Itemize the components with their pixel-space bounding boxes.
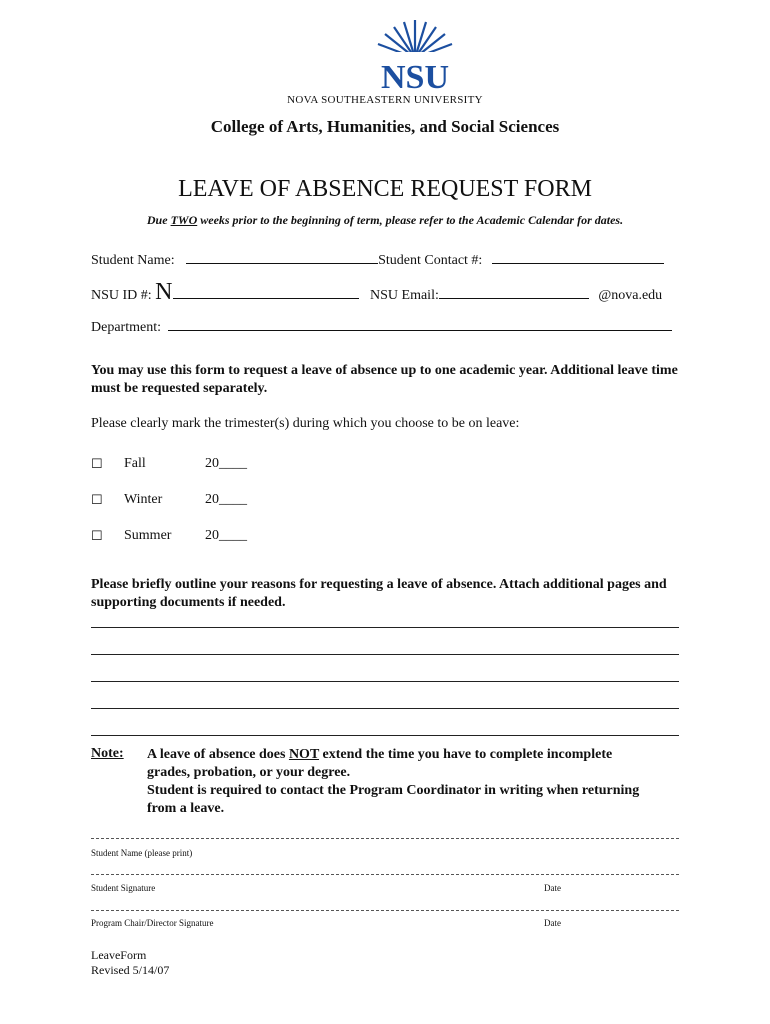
reason-line-4[interactable] bbox=[91, 708, 679, 709]
student-signature-label: Student Signature bbox=[91, 883, 156, 893]
chair-signature-label: Program Chair/Director Signature bbox=[91, 918, 214, 928]
trimester-label: Summer bbox=[124, 528, 172, 543]
university-name: NOVA SOUTHEASTERN UNIVERSITY bbox=[287, 94, 483, 106]
nsu-logo bbox=[360, 18, 470, 92]
footer bbox=[91, 948, 169, 978]
trimester-year: 20____ bbox=[205, 492, 247, 507]
trimester-winter bbox=[91, 492, 247, 509]
trimester-label: Fall bbox=[124, 456, 146, 471]
nsu-email-label: NSU Email: bbox=[370, 288, 439, 303]
reason-line-3[interactable] bbox=[91, 681, 679, 682]
trimester-year: 20____ bbox=[205, 456, 247, 471]
college-name: College of Arts, Humanities, and Social Sciences bbox=[210, 117, 560, 136]
logo-text: NSU bbox=[380, 59, 450, 92]
reason-line-1[interactable] bbox=[91, 627, 679, 628]
trimester-year: 20____ bbox=[205, 528, 247, 543]
note-label: Note: bbox=[91, 746, 124, 761]
nsu-id-label: NSU ID #: bbox=[91, 288, 152, 303]
winter-checkbox[interactable]: ☐ bbox=[91, 492, 103, 507]
student-name-label: Student Name: bbox=[91, 253, 175, 268]
student-name-row bbox=[91, 251, 664, 269]
department-label: Department: bbox=[91, 320, 161, 335]
student-name-print-label: Student Name (please print) bbox=[91, 848, 193, 858]
nsu-id-prefix: N bbox=[155, 279, 173, 305]
reason-line-2[interactable] bbox=[91, 654, 679, 655]
reasons-text: Please briefly outline your reasons for requesting a leave of absence. Attach additional pages and supporting documents if needed. bbox=[91, 577, 667, 610]
student-contact-field[interactable] bbox=[492, 251, 664, 264]
revised-date: Revised 5/14/07 bbox=[91, 963, 170, 977]
nsu-email-field[interactable] bbox=[439, 286, 589, 299]
email-domain: @nova.edu bbox=[598, 288, 663, 303]
date-label: Date bbox=[544, 883, 561, 893]
student-signature-line[interactable] bbox=[91, 874, 679, 875]
department-row bbox=[91, 318, 672, 336]
nsu-id-field[interactable] bbox=[173, 286, 359, 299]
due-notice: Due TWO weeks prior to the beginning of term, please refer to the Academic Calendar for dates. bbox=[146, 213, 624, 227]
student-contact-label: Student Contact #: bbox=[378, 253, 483, 268]
nsu-id-row bbox=[91, 279, 662, 306]
trimester-label: Winter bbox=[124, 492, 163, 507]
note-text: A leave of absence does NOT extend the time you have to complete incomplete grades, probation, or your degree. Student is required to contact the Program Coordinator in writing when returning from a leave. bbox=[147, 747, 640, 816]
form-name: LeaveForm bbox=[91, 948, 147, 962]
trimester-instruction: Please clearly mark the trimester(s) during which you choose to be on leave: bbox=[91, 416, 520, 431]
form-title: LEAVE OF ABSENCE REQUEST FORM bbox=[178, 176, 592, 202]
sunburst-logo-icon bbox=[360, 18, 470, 92]
chair-signature-line[interactable] bbox=[91, 910, 679, 911]
info-text: You may use this form to request a leave of absence up to one academic year. Additional leave time must be requested separately. bbox=[91, 363, 678, 396]
summer-checkbox[interactable]: ☐ bbox=[91, 528, 103, 543]
student-name-field[interactable] bbox=[186, 251, 378, 264]
student-name-print-line[interactable] bbox=[91, 838, 679, 839]
reason-line-5[interactable] bbox=[91, 735, 679, 736]
trimester-summer bbox=[91, 528, 247, 545]
department-field[interactable] bbox=[168, 318, 672, 331]
trimester-fall bbox=[91, 456, 247, 473]
fall-checkbox[interactable]: ☐ bbox=[91, 456, 103, 471]
date-label: Date bbox=[544, 918, 561, 928]
